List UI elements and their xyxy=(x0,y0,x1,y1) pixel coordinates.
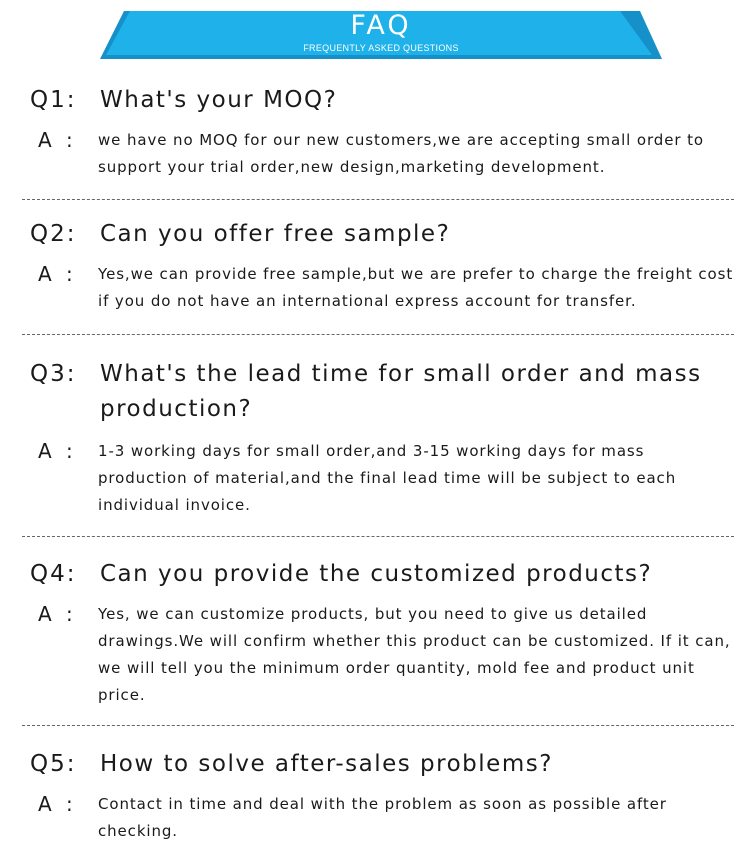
answer-text: Yes,we can provide free sample,but we are prefer to charge the freight cost if you do not have an international express account for transfer. xyxy=(98,265,734,310)
question-label: Q5: xyxy=(30,751,77,777)
faq-question-2 xyxy=(30,217,710,252)
faq-answer-3 xyxy=(38,438,738,519)
answer-label: A : xyxy=(38,439,77,463)
answer-label: A : xyxy=(38,262,77,286)
faq-answer-2 xyxy=(38,261,738,315)
answer-text: Yes, we can customize products, but you need to give us detailed drawings.We will confirm whether this product can be customized. If it can, we will tell you the minimum order quantity, mold fee and product unit price. xyxy=(98,605,731,704)
answer-label: A : xyxy=(38,792,77,816)
question-text: Can you provide the customized products? xyxy=(100,561,653,587)
answer-label: A : xyxy=(38,128,77,152)
faq-question-3 xyxy=(30,357,710,427)
faq-answer-5 xyxy=(38,791,738,845)
answer-text: Contact in time and deal with the problem as soon as possible after checking. xyxy=(98,795,667,840)
faq-banner xyxy=(100,11,662,59)
question-text: What's the lead time for small order and mass production? xyxy=(100,361,702,422)
divider xyxy=(22,536,734,537)
banner-subtitle: FREQUENTLY ASKED QUESTIONS xyxy=(303,43,459,53)
question-text: Can you offer free sample? xyxy=(100,221,451,247)
faq-question-4 xyxy=(30,557,710,592)
question-label: Q1: xyxy=(30,87,77,113)
answer-text: 1-3 working days for small order,and 3-15 working days for mass production of material,and the final lead time will be subject to each individual invoice. xyxy=(98,442,677,514)
divider xyxy=(22,725,734,726)
question-text: How to solve after-sales problems? xyxy=(100,751,553,777)
faq-answer-4 xyxy=(38,601,738,709)
divider xyxy=(22,334,734,335)
banner-title: FAQ xyxy=(350,10,412,41)
faq-question-5 xyxy=(30,747,710,782)
faq-question-1 xyxy=(30,83,710,118)
question-label: Q3: xyxy=(30,361,77,387)
question-label: Q4: xyxy=(30,561,77,587)
question-label: Q2: xyxy=(30,221,77,247)
question-text: What's your MOQ? xyxy=(100,87,338,113)
answer-label: A : xyxy=(38,602,77,626)
divider xyxy=(22,199,734,200)
faq-answer-1 xyxy=(38,127,738,181)
answer-text: we have no MOQ for our new customers,we are accepting small order to support your trial order,new design,marketing development. xyxy=(98,131,704,176)
